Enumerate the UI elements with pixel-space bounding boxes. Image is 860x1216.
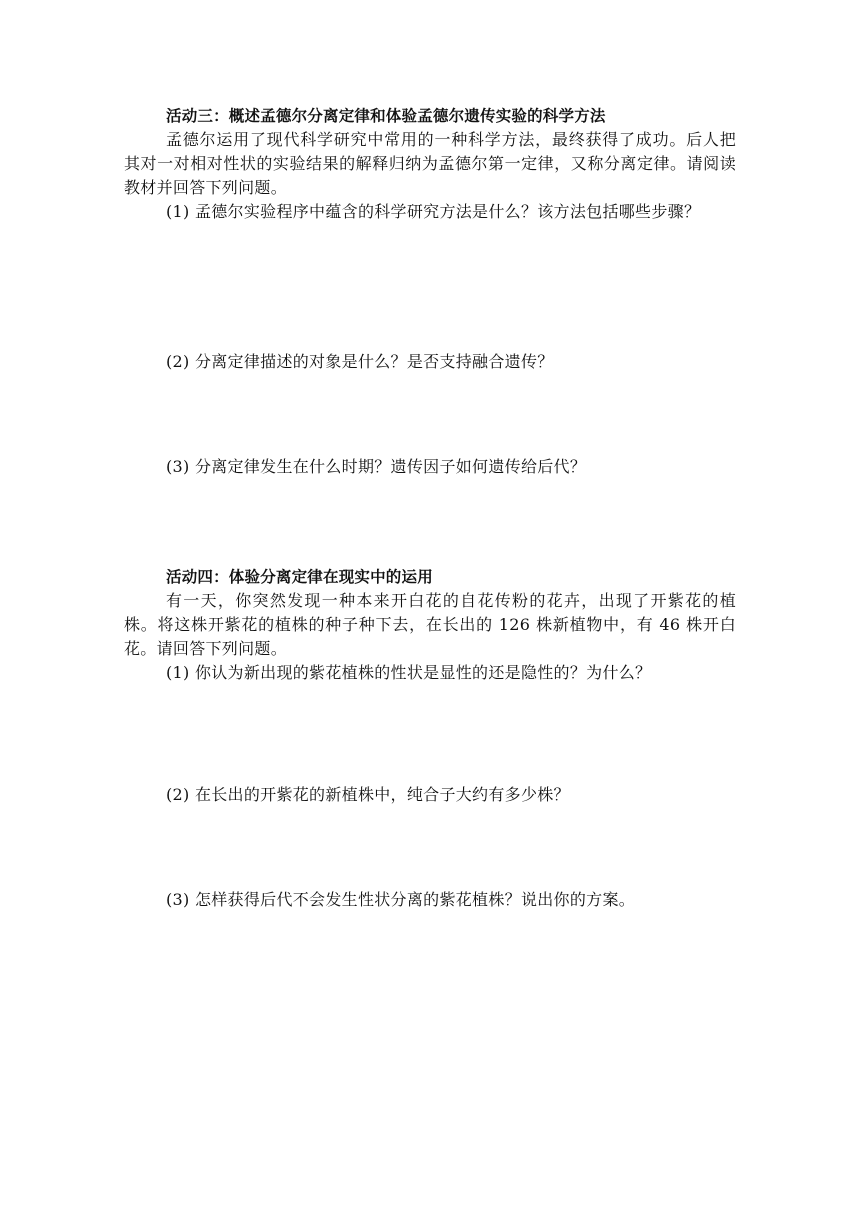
activity-4-question-2: (2) 在长出的开紫花的新植株中，纯合子大约有多少株？ [166,785,570,804]
activity-3-question-2: (2) 分离定律描述的对象是什么？是否支持融合遗传？ [166,352,554,371]
activity-4-question-3: (3) 怎样获得后代不会发生性状分离的紫花植株？说出你的方案。 [166,890,636,909]
activity-3-section [124,104,736,224]
activity-3-question-2-block [124,350,736,374]
activity-4-question-2-block [124,783,736,807]
activity-4-intro: 有一天，你突然发现一种本来开白花的自花传粉的花卉，出现了开紫花的植株。将这株开紫花的植株的种子种下去，在长出的 126 株新植物中，有 46 株开白花。请回答下列问题。 [124,591,736,658]
activity-4-question-1: (1) 你认为新出现的紫花植株的性状是显性的还是隐性的？为什么？ [166,663,652,682]
activity-3-question-3: (3) 分离定律发生在什么时期？遗传因子如何遗传给后代？ [166,457,587,476]
activity-4-question-3-block [124,888,736,912]
activity-3-heading: 活动三：概述孟德尔分离定律和体验孟德尔遗传实验的科学方法 [166,107,606,125]
activity-4-section [124,565,736,685]
activity-3-question-1: (1) 孟德尔实验程序中蕴含的科学研究方法是什么？该方法包括哪些步骤？ [166,202,701,221]
activity-3-question-3-block [124,455,736,479]
activity-3-intro: 孟德尔运用了现代科学研究中常用的一种科学方法，最终获得了成功。后人把其对一对相对性状的实验结果的解释归纳为孟德尔第一定律，又称分离定律。请阅读教材并回答下列问题。 [124,130,736,197]
activity-4-heading: 活动四：体验分离定律在现实中的运用 [166,568,433,586]
